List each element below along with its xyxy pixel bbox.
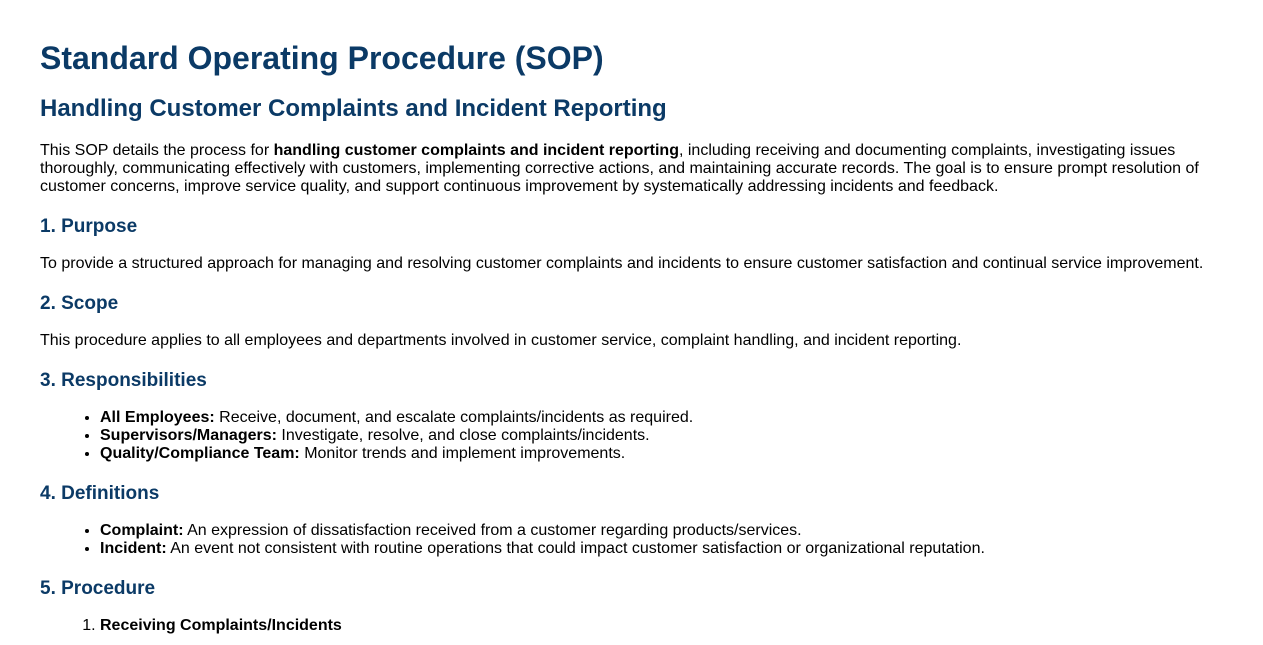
list-item xyxy=(100,540,1223,558)
section-heading-purpose: 1. Purpose xyxy=(40,216,138,237)
list-item-term: All Employees: xyxy=(100,409,215,426)
list-item-desc: Receive, document, and escalate complaints/incidents as required. xyxy=(214,409,694,426)
section-heading-scope: 2. Scope xyxy=(40,293,119,314)
definitions-list xyxy=(40,522,1223,558)
section-heading-procedure: 5. Procedure xyxy=(40,578,156,599)
list-item-desc: An expression of dissatisfaction received from a customer regarding products/services. xyxy=(183,522,802,539)
list-item xyxy=(100,409,1223,427)
list-item xyxy=(100,445,1223,463)
page-subtitle: Handling Customer Complaints and Incident Reporting xyxy=(40,95,667,122)
procedure-step xyxy=(100,617,1223,635)
section-heading-responsibilities: 3. Responsibilities xyxy=(40,370,207,391)
intro-paragraph xyxy=(40,142,1223,196)
intro-text-after: , including receiving and documenting complaints, investigating issues thoroughly, communicating effectively with customers, implementing corrective actions, and maintaining accurate records. The goal is to ensure prompt resolution of customer concerns, improve service quality, and support continuous improvement by systematically addressing incidents and feedback. xyxy=(40,142,1199,195)
list-item xyxy=(100,427,1223,445)
list-item-term: Quality/Compliance Team: xyxy=(100,445,300,462)
list-item-term: Complaint: xyxy=(100,522,184,539)
list-item-desc: Investigate, resolve, and close complaints/incidents. xyxy=(276,427,650,444)
responsibilities-list xyxy=(40,409,1223,463)
page-title: Standard Operating Procedure (SOP) xyxy=(40,40,604,76)
list-item-desc: An event not consistent with routine operations that could impact customer satisfaction or organizational reputation. xyxy=(166,540,985,557)
procedure-step-title: Receiving Complaints/Incidents xyxy=(100,617,342,634)
list-item-term: Supervisors/Managers: xyxy=(100,427,277,444)
section-heading-definitions: 4. Definitions xyxy=(40,483,160,504)
intro-text-before: This SOP details the process for xyxy=(40,142,274,159)
scope-text: This procedure applies to all employees and departments involved in customer service, complaint handling, and incident reporting. xyxy=(40,332,962,349)
list-item-desc: Monitor trends and implement improvements. xyxy=(299,445,626,462)
purpose-text: To provide a structured approach for managing and resolving customer complaints and incidents to ensure customer satisfaction and continual service improvement. xyxy=(40,255,1204,272)
list-item-term: Incident: xyxy=(100,540,167,557)
procedure-steps-list xyxy=(40,617,1223,635)
intro-text-bold: handling customer complaints and incident reporting xyxy=(273,142,679,159)
list-item xyxy=(100,522,1223,540)
